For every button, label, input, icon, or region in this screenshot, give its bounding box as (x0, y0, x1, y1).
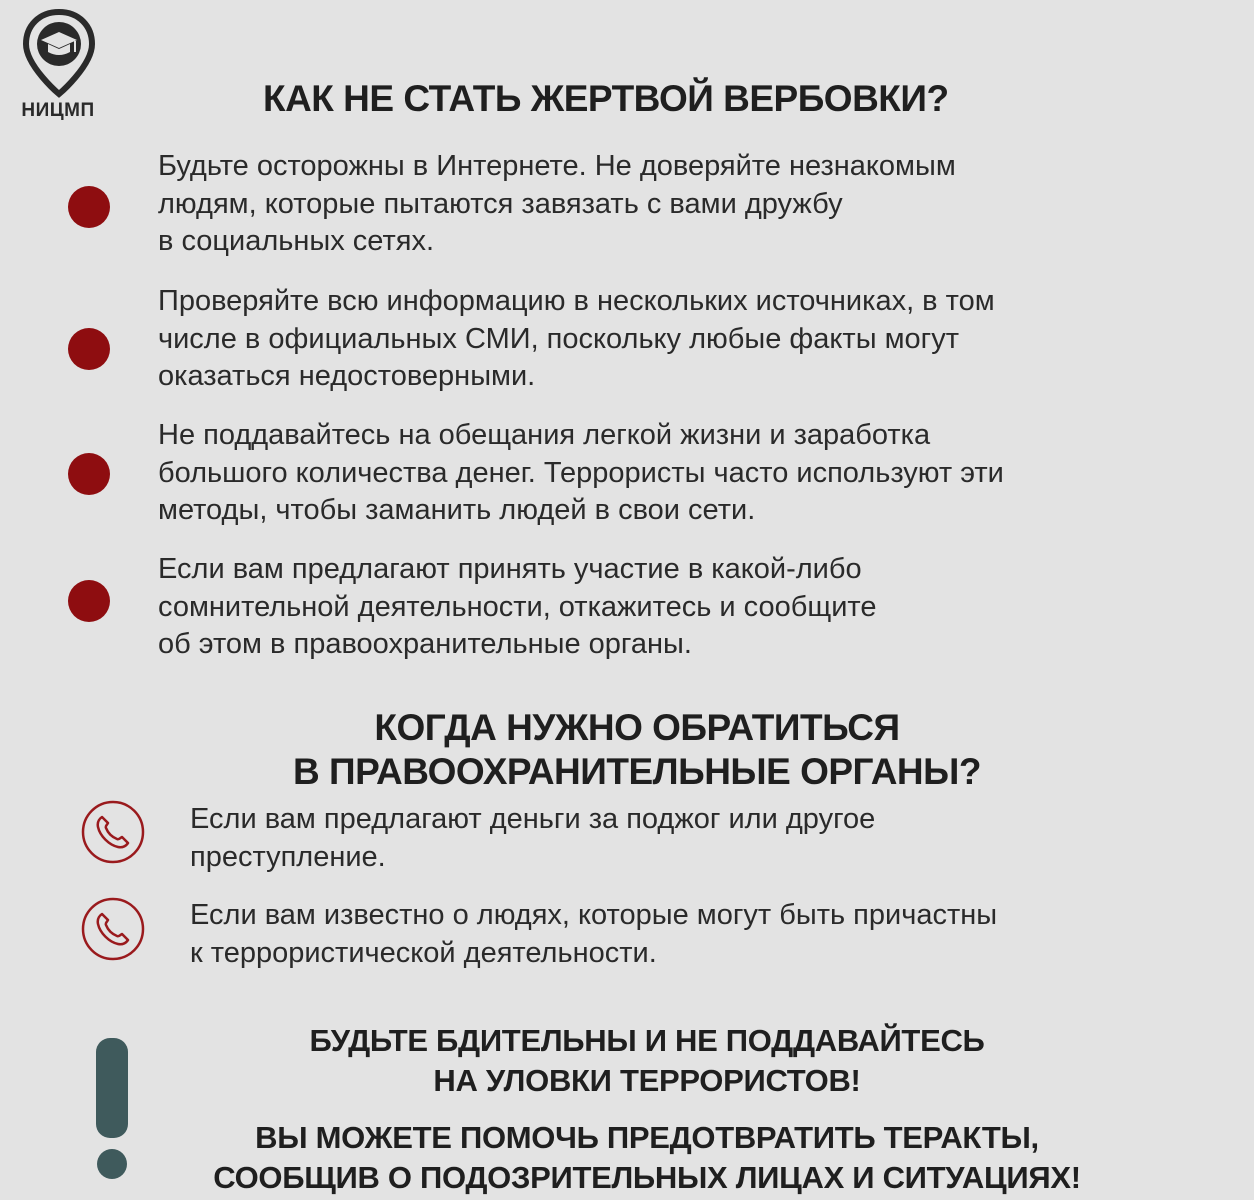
bullet-dot-icon (68, 186, 110, 228)
list-item-text: Не поддавайтесь на обещания легкой жизни и заработка большого количества денег. Террористы часто используют эти методы, чтобы заманить людей в свои сети. (158, 419, 1004, 526)
list-item-text: Будьте осторожны в Интернете. Не доверяйте незнакомым людям, которые пытаются завязать с вами дружбу в социальных сетях. (158, 150, 956, 257)
bullet-dot-icon (68, 580, 110, 622)
list-item-text: Если вам предлагают деньги за поджог или другое преступление. (190, 803, 876, 873)
bullet-dot-icon (68, 453, 110, 495)
bullet-dot-icon (68, 328, 110, 370)
page-title: КАК НЕ СТАТЬ ЖЕРТВОЙ ВЕРБОВКИ? (263, 78, 949, 119)
call-to-action-text: ВЫ МОЖЕТЕ ПОМОЧЬ ПРЕДОТВРАТИТЬ ТЕРАКТЫ, СООБЩИВ О ПОДОЗРИТЕЛЬНЫХ ЛИЦАХ И СИТУАЦИЯХ! (213, 1120, 1081, 1195)
list-item-text: Если вам известно о людях, которые могут быть причастны к террористической деятельности. (190, 899, 998, 969)
phone-icon (80, 896, 146, 962)
list-item-text: Проверяйте всю информацию в нескольких источниках, в том числе в официальных СМИ, поскольку любые факты могут оказаться недостоверными. (158, 285, 995, 392)
phone-icon (80, 799, 146, 865)
graduation-cap-map-pin-icon (22, 8, 96, 100)
logo-text: НИЦМП (21, 100, 95, 121)
section-title: КОГДА НУЖНО ОБРАТИТЬСЯ В ПРАВООХРАНИТЕЛЬНЫЕ ОРГАНЫ? (293, 707, 981, 792)
list-item-text: Если вам предлагают принять участие в какой-либо сомнительной деятельности, откажитесь и сообщите об этом в правоохранительные органы. (158, 553, 877, 660)
warning-text: БУДЬТЕ БДИТЕЛЬНЫ И НЕ ПОДДАВАЙТЕСЬ НА УЛОВКИ ТЕРРОРИСТОВ! (309, 1023, 985, 1098)
logo (8, 8, 108, 123)
